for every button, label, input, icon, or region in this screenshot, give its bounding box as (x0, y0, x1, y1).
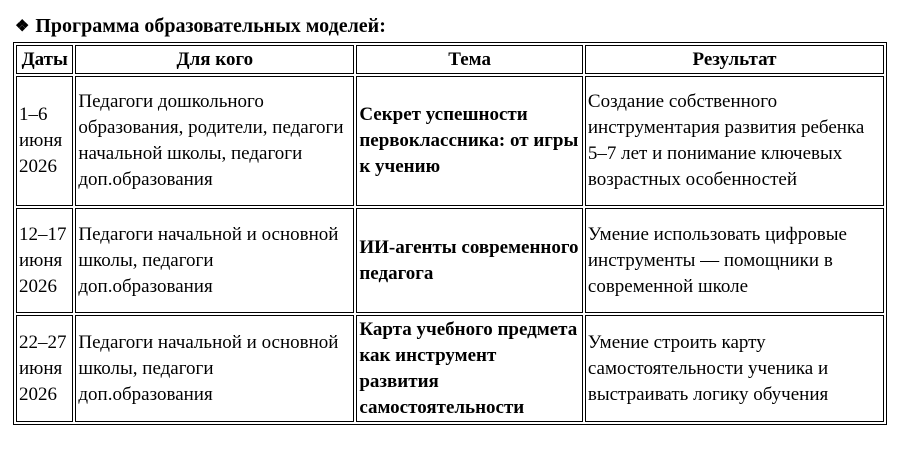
cell-result: Умение использовать цифровые инструменты — помощники в современной школе (585, 208, 884, 313)
cell-audience: Педагоги начальной и основной школы, педагоги доп.образования (75, 208, 354, 313)
cell-dates (16, 315, 73, 422)
table-row (16, 208, 884, 313)
cell-result: Умение строить карту самостоятельности ученика и выстраивать логику обучения (585, 315, 884, 422)
table-row (16, 76, 884, 206)
diamond-bullet-icon: ❖ (15, 18, 30, 35)
cell-topic: ИИ-агенты современного педагога (356, 208, 583, 313)
cell-topic: Карта учебного предмета как инструмент развития самостоятельности (356, 315, 583, 422)
program-table (13, 42, 887, 425)
cell-result: Создание собственного инструментария развития ребенка 5–7 лет и понимание ключевых возрастных особенностей (585, 76, 884, 206)
table-row (16, 315, 884, 422)
cell-dates (16, 76, 73, 206)
header-result: Результат (585, 45, 884, 74)
table-header-row (16, 45, 884, 74)
date-range: 12–17 (19, 223, 67, 245)
header-topic: Тема (356, 45, 583, 74)
header-audience: Для кого (75, 45, 354, 74)
cell-dates (16, 208, 73, 313)
cell-topic: Секрет успешности первоклассника: от игры к учению (356, 76, 583, 206)
section-heading (15, 14, 386, 39)
cell-audience: Педагоги дошкольного образования, родители, педагоги начальной школы, педагоги доп.образования (75, 76, 354, 206)
header-dates: Даты (16, 45, 73, 74)
cell-audience: Педагоги начальной и основной школы, педагоги доп.образования (75, 315, 354, 422)
section-heading-text: Программа образовательных моделей: (35, 15, 386, 37)
date-year: 2026 (19, 383, 57, 405)
date-range: 22–27 (19, 331, 67, 353)
date-month: июня (19, 249, 63, 271)
date-month: июня (19, 130, 63, 151)
date-range: 1–6 (19, 104, 48, 125)
date-year: 2026 (19, 156, 57, 177)
date-year: 2026 (19, 275, 57, 297)
date-month: июня (19, 357, 63, 379)
